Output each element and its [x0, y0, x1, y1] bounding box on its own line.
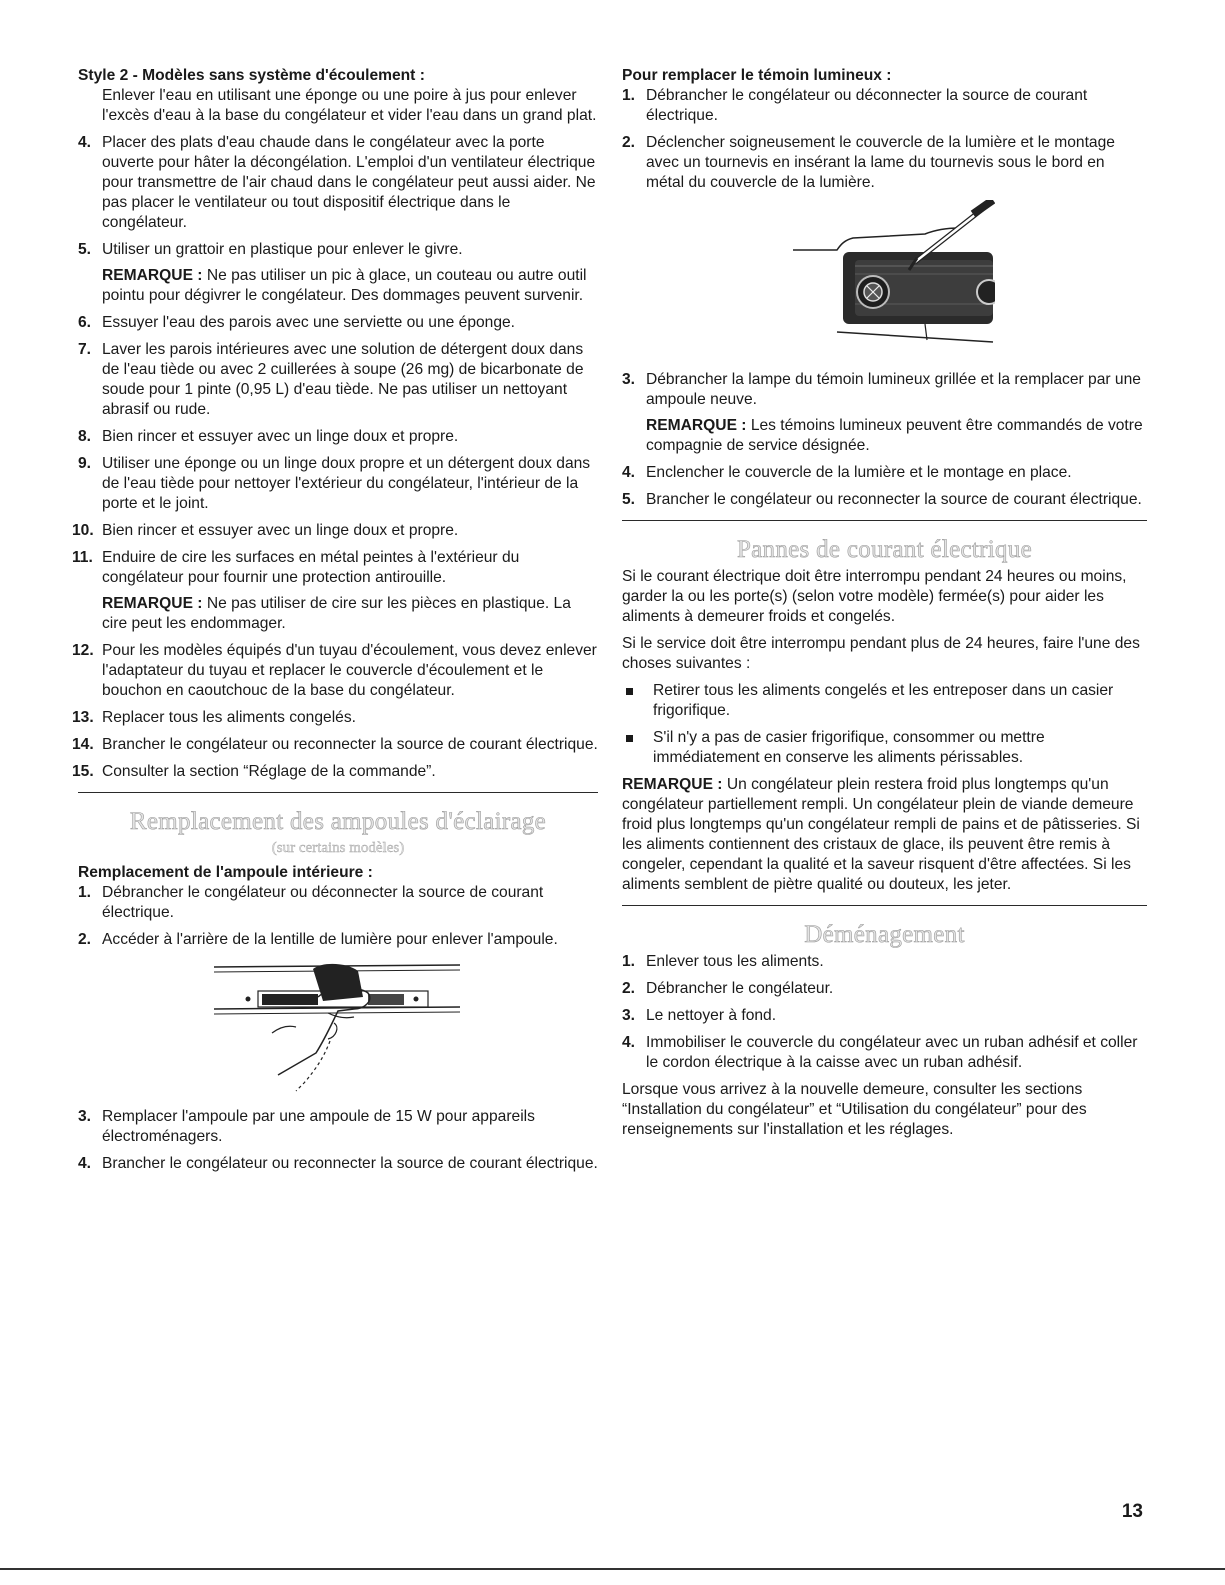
- style2-heading: Style 2 - Modèles sans système d'écoulement :: [78, 67, 425, 84]
- note: REMARQUE : Les témoins lumineux peuvent être commandés de votre compagnie de service désignée.: [646, 417, 1143, 454]
- list-item: 3. Remplacer l'ampoule par une ampoule de 15 W pour appareils électroménagers.: [78, 1108, 535, 1145]
- list-item: 1. Débrancher le congélateur ou déconnecter la source de courant électrique.: [622, 87, 1088, 124]
- list-item: 14. Brancher le congélateur ou reconnecter la source de courant électrique.: [72, 736, 598, 753]
- list-item: 2. Accéder à l'arrière de la lentille de lumière pour enlever l'ampoule.: [78, 931, 558, 948]
- list-item: 11. Enduire de cire les surfaces en métal peintes à l'extérieur du congélateur pour fournir une protection antirouille. REMARQUE : Ne pas utiliser de cire sur les pièces en plastique. La cire peut les endommager.: [78, 548, 598, 634]
- list-item: 4. Enclencher le couvercle de la lumière et le montage en place.: [622, 464, 1072, 481]
- power-outage-note: REMARQUE : Un congélateur plein restera froid plus longtemps qu'un congélateur partiellement rempli. Un congélateur plein de viande demeure froid plus longtemps qu'un congélateur rempli de pains et de pâtisseries. Si les aliments contiennent des cristaux de glace, ils peuvent être remis à congeler, cependant la qualité et la saveur risquent d'être affectées. Si les aliments semblent de piètre qualité ou douteux, les jeter.: [622, 776, 1140, 893]
- list-item: 2. Déclencher soigneusement le couvercle de la lumière et le montage avec un tournevis en insérant la lame du tournevis sous le bord en métal du couvercle de la lumière.: [622, 134, 1115, 191]
- indicator-light-illustration: [775, 200, 995, 360]
- list-item: 1. Enlever tous les aliments.: [622, 953, 824, 970]
- left-column: [72, 66, 598, 1181]
- list-item: 4. Brancher le congélateur ou reconnecter la source de courant électrique.: [78, 1155, 598, 1172]
- list-item: 9. Utiliser une éponge ou un linge doux propre et un détergent doux dans de l'eau tiède pour nettoyer l'extérieur du congélateur, l'intérieur de la porte et le joint.: [78, 455, 591, 512]
- style2-text: Enlever l'eau en utilisant une éponge ou une poire à jus pour enlever l'excès d'eau à la base du congélateur et vider l'eau dans un grand plat.: [102, 87, 597, 124]
- interior-bulb-illustration: [208, 957, 468, 1097]
- list-item: 5. Brancher le congélateur ou reconnecter la source de courant électrique.: [622, 491, 1142, 508]
- list-item: 2. Débrancher le congélateur.: [622, 980, 834, 997]
- section-divider: [622, 905, 1147, 906]
- list-item: 12. Pour les modèles équipés d'un tuyau d'écoulement, vous devez enlever l'adaptateur du tuyau et replacer le couvercle d'écoulement et le bouchon en caoutchouc de la base du congélateur.: [72, 642, 597, 699]
- list-item: 13. Replacer tous les aliments congelés.: [72, 709, 356, 726]
- interior-bulb-steps: [78, 883, 598, 950]
- power-outage-section-title: Pannes de courant électrique: [736, 536, 1033, 563]
- list-item: 3. Débrancher la lampe du témoin lumineux grillée et la remplacer par une ampoule neuve. REMARQUE : Les témoins lumineux peuvent être commandés de votre compagnie de service désignée.: [622, 370, 1147, 456]
- note: REMARQUE : Ne pas utiliser un pic à glace, un couteau ou autre outil pointu pour dégivrer le congélateur. Des dommages peuvent survenir.: [102, 267, 587, 304]
- indicator-steps: [622, 86, 1147, 193]
- interior-bulb-steps-continued: [78, 1107, 598, 1174]
- indicator-heading: Pour remplacer le témoin lumineux :: [622, 67, 892, 84]
- page-bottom-rule: [0, 1568, 1225, 1570]
- page-number: 13: [1121, 1501, 1143, 1522]
- list-item: 8. Bien rincer et essuyer avec un linge doux et propre.: [78, 428, 459, 445]
- interior-bulb-heading: Remplacement de l'ampoule intérieure :: [78, 864, 373, 881]
- list-item: 10. Bien rincer et essuyer avec un linge doux et propre.: [72, 522, 459, 539]
- list-item: Retirer tous les aliments congelés et les entreposer dans un casier frigorifique.: [622, 681, 1147, 721]
- list-item: 7. Laver les parois intérieures avec une solution de détergent doux dans de l'eau tiède ou avec 2 cuillerées à soupe (26 mg) de bicarbonate de soude pour 1 pinte (0,95 L) d'eau tiède. Ne pas utiliser un nettoyant abrasif ou rude.: [78, 341, 584, 418]
- bullet-icon: [626, 688, 633, 695]
- list-item: S'il n'y a pas de casier frigorifique, consommer ou mettre immédiatement en conserve les aliments périssables.: [622, 728, 1147, 768]
- list-item: 15. Consulter la section “Réglage de la commande”.: [72, 763, 436, 780]
- right-column: [622, 66, 1147, 1147]
- section-divider: [622, 520, 1147, 521]
- power-outage-paragraph-1: Si le courant électrique doit être interrompu pendant 24 heures ou moins, garder la ou les porte(s) (selon votre modèle) fermée(s) pour aider les aliments à demeurer froids et congelés.: [622, 568, 1127, 625]
- bullet-icon: [626, 735, 633, 742]
- list-item: 3. Le nettoyer à fond.: [622, 1007, 777, 1024]
- section-divider: [78, 792, 598, 793]
- note: REMARQUE : Ne pas utiliser de cire sur les pièces en plastique. La cire peut les endommager.: [102, 595, 571, 632]
- list-item: 4. Immobiliser le couvercle du congélateur avec un ruban adhésif et coller le cordon électrique à la caisse avec un ruban adhésif.: [622, 1034, 1138, 1071]
- bulbs-section-subtitle: (sur certains modèles): [271, 840, 405, 856]
- moving-paragraph: Lorsque vous arrivez à la nouvelle demeure, consulter les sections “Installation du congélateur” et “Utilisation du congélateur” pour des renseignements sur l'installation et les réglages.: [622, 1081, 1087, 1138]
- list-item: 6. Essuyer l'eau des parois avec une serviette ou une éponge.: [78, 314, 516, 331]
- moving-steps: [622, 952, 1147, 1073]
- list-item: 5. Utiliser un grattoir en plastique pour enlever le givre. REMARQUE : Ne pas utiliser un pic à glace, un couteau ou autre outil pointu pour dégivrer le congélateur. Des dommages peuvent survenir.: [78, 240, 598, 306]
- power-outage-bullets: [622, 681, 1147, 768]
- indicator-steps-continued: [622, 370, 1147, 510]
- power-outage-paragraph-2: Si le service doit être interrompu pendant plus de 24 heures, faire l'une des choses suivantes :: [622, 635, 1140, 672]
- cleaning-steps: [72, 133, 598, 782]
- bulbs-section-title: Remplacement des ampoules d'éclairage: [129, 808, 547, 835]
- list-item: 1. Débrancher le congélateur ou déconnecter la source de courant électrique.: [78, 884, 544, 921]
- moving-section-title: Déménagement: [804, 921, 965, 948]
- list-item: 4. Placer des plats d'eau chaude dans le congélateur avec la porte ouverte pour hâter la décongélation. L'emploi d'un ventilateur électrique pour transmettre de l'air chaud dans le congélateur peut aussi aider. Ne pas placer le ventilateur ou tout dispositif électrique dans le congélateur.: [78, 134, 596, 231]
